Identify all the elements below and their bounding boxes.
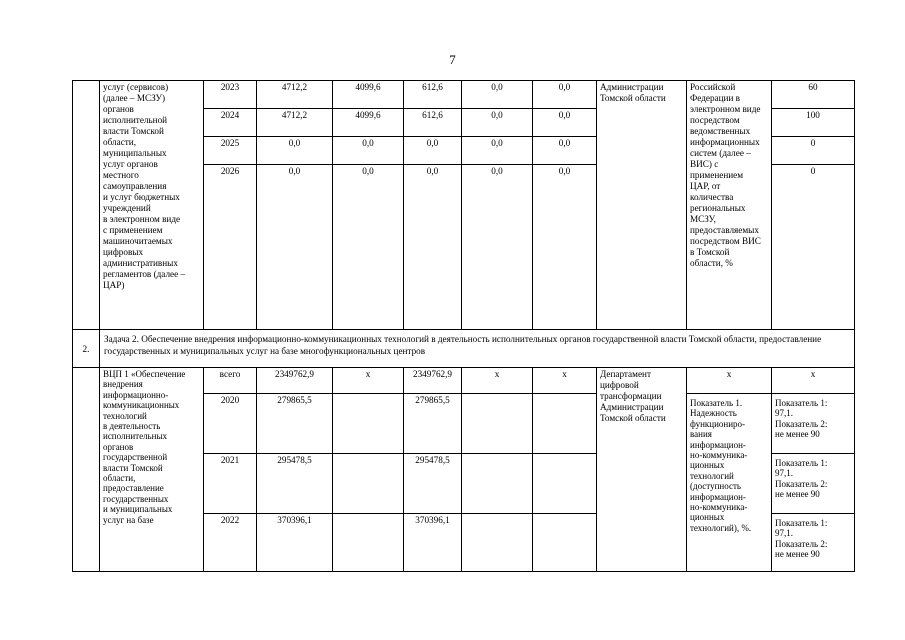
federal-cell	[333, 394, 404, 454]
page-number: 7	[449, 52, 456, 67]
other-cell	[533, 454, 597, 514]
year-cell: 2024	[204, 109, 257, 137]
target-cell: 0	[772, 137, 855, 165]
regional-cell: 295478,5	[404, 454, 462, 514]
regional-cell: 612,6	[404, 81, 462, 109]
federal-cell: 4099,6	[333, 81, 404, 109]
row-number-cell	[73, 368, 100, 572]
task-text: Задача 2. Обеспечение внедрения информационно-коммуникационных технологий в деятельность исполнительных органов государственной власти Томской области, предоставление государственных и муниципальных услуг на базе многофункциональных центров	[100, 330, 855, 368]
local-cell	[462, 514, 533, 572]
federal-cell: 4099,6	[333, 109, 404, 137]
year-cell: 2022	[204, 514, 257, 572]
total-cell: 2349762,9	[257, 368, 333, 394]
target-cell: 60	[772, 81, 855, 109]
federal-cell	[333, 514, 404, 572]
other-cell: x	[533, 368, 597, 394]
program-description: ВЦП 1 «Обеспечение внедрения информационно- коммуникационных технологий в деятельность исполнительных органов государственной власти Томской области, предоставление государственных и муниципальных услуг на базе	[100, 368, 204, 572]
year-cell: всего	[204, 368, 257, 394]
executor-cell: Департамент цифровой трансформации Администрации Томской области	[597, 368, 687, 572]
total-cell: 4712,2	[257, 81, 333, 109]
program-table	[72, 80, 855, 572]
indicator-cell: x	[687, 368, 772, 394]
federal-cell: x	[333, 368, 404, 394]
task-row	[73, 330, 855, 368]
table-row	[73, 368, 855, 394]
total-cell: 4712,2	[257, 109, 333, 137]
indicator-cell: Показатель 1. Надежность функциониро- вания информацион- но-коммуника- ционных технологий (доступность информацион- но-коммуника- ционных технологий), %.	[687, 394, 772, 572]
federal-cell: 0,0	[333, 137, 404, 165]
local-cell: 0,0	[462, 109, 533, 137]
regional-cell: 370396,1	[404, 514, 462, 572]
year-cell: 2023	[204, 81, 257, 109]
regional-cell: 279865,5	[404, 394, 462, 454]
local-cell: x	[462, 368, 533, 394]
target-cell: 0	[772, 165, 855, 330]
year-cell: 2025	[204, 137, 257, 165]
federal-cell	[333, 454, 404, 514]
other-cell: 0,0	[533, 137, 597, 165]
year-cell: 2021	[204, 454, 257, 514]
target-cell: Показатель 1: 97,1. Показатель 2: не менее 90	[772, 454, 855, 514]
total-cell: 295478,5	[257, 454, 333, 514]
executor-cell: Администрации Томской области	[597, 81, 687, 330]
year-cell: 2020	[204, 394, 257, 454]
total-cell: 279865,5	[257, 394, 333, 454]
local-cell: 0,0	[462, 137, 533, 165]
target-cell: Показатель 1: 97,1. Показатель 2: не менее 90	[772, 394, 855, 454]
local-cell: 0,0	[462, 165, 533, 330]
target-cell: 100	[772, 109, 855, 137]
table-row	[73, 81, 855, 109]
total-cell: 0,0	[257, 165, 333, 330]
total-cell: 370396,1	[257, 514, 333, 572]
row-number-cell	[73, 81, 100, 330]
indicator-cell: Российской Федерации в электронном виде посредством ведомственных информационных систем (далее – ВИС) с применением ЦАР, от количества региональных МСЗУ, предоставляемых посредством ВИС в Томской области, %	[687, 81, 772, 330]
local-cell	[462, 454, 533, 514]
total-cell: 0,0	[257, 137, 333, 165]
local-cell: 0,0	[462, 81, 533, 109]
other-cell	[533, 514, 597, 572]
regional-cell: 0,0	[404, 137, 462, 165]
year-cell: 2026	[204, 165, 257, 330]
federal-cell: 0,0	[333, 165, 404, 330]
target-cell: Показатель 1: 97,1. Показатель 2: не менее 90	[772, 514, 855, 572]
regional-cell: 612,6	[404, 109, 462, 137]
other-cell: 0,0	[533, 81, 597, 109]
local-cell	[462, 394, 533, 454]
other-cell	[533, 394, 597, 454]
measure-description: услуг (сервисов) (далее – МСЗУ) органов исполнительной власти Томской области, муниципальных услуг органов местного самоуправления и услуг бюджетных учреждений в электронном виде с применением машиночитаемых цифровых административных регламентов (далее – ЦАР)	[100, 81, 204, 330]
task-number: 2.	[73, 330, 100, 368]
other-cell: 0,0	[533, 109, 597, 137]
regional-cell: 2349762,9	[404, 368, 462, 394]
regional-cell: 0,0	[404, 165, 462, 330]
other-cell: 0,0	[533, 165, 597, 330]
target-cell: x	[772, 368, 855, 394]
